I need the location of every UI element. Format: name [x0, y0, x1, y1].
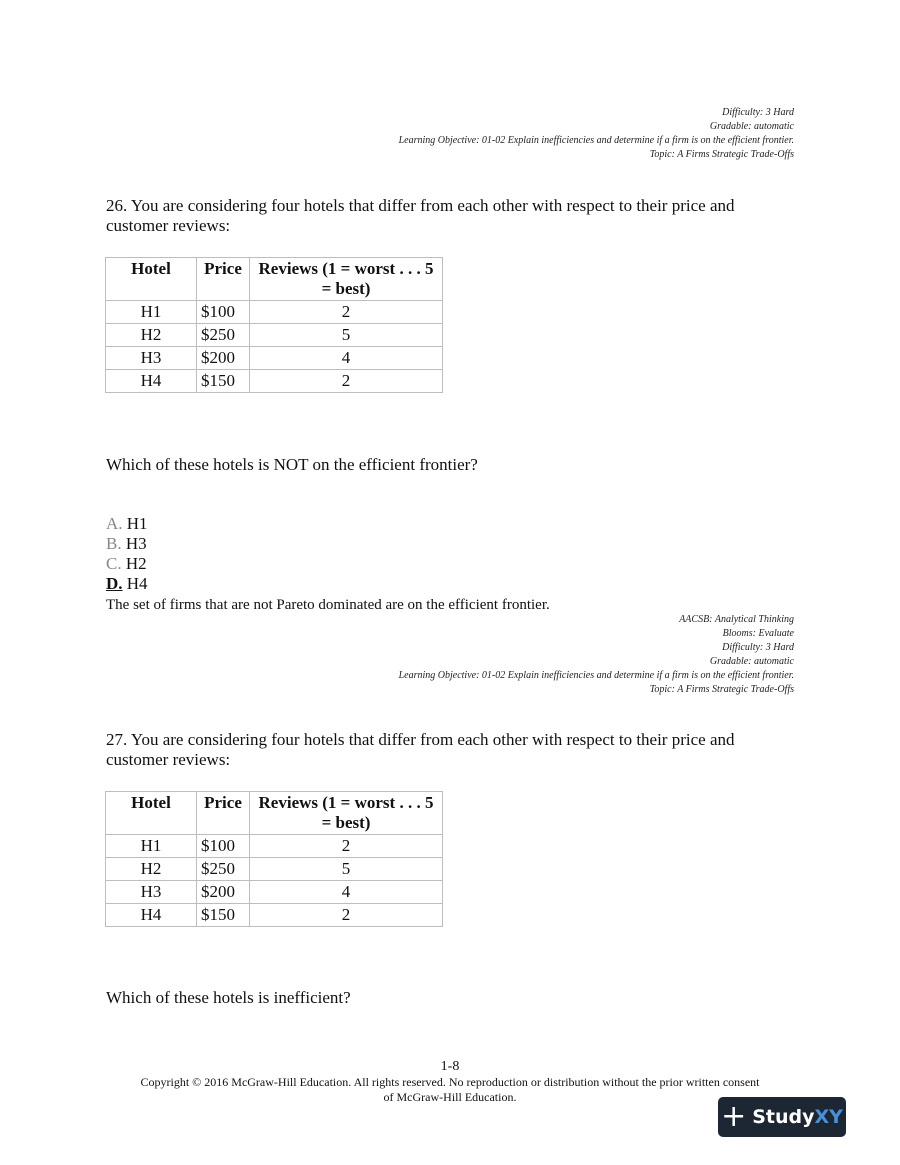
difficulty-label: Difficulty: 3 Hard: [722, 642, 794, 653]
hotel-cell: H4: [106, 904, 197, 927]
learning-objective-label: Learning Objective: 01-02 Explain inefficiencies and determine if a firm is on the efficient frontier.: [398, 670, 794, 681]
reviews-cell: 4: [250, 347, 443, 370]
table-row: [106, 881, 443, 904]
hotel-cell: H1: [106, 301, 197, 324]
aacsb-label: AACSB: Analytical Thinking: [679, 614, 794, 625]
logo-text-xy: XY: [814, 1106, 843, 1128]
column-header-reviews: Reviews (1 = worst . . . 5 = best): [250, 792, 443, 835]
price-cell: $100: [197, 301, 250, 324]
question-26-prompt: Which of these hotels is NOT on the efficient frontier?: [106, 455, 478, 474]
option-d-correct: [106, 574, 148, 594]
topic-label: Topic: A Firms Strategic Trade-Offs: [649, 684, 794, 695]
option-text: H2: [125, 554, 147, 573]
question-26-options: [106, 514, 148, 594]
table-header-row: [106, 258, 443, 301]
gradable-label: Gradable: automatic: [709, 121, 794, 132]
table-row: [106, 858, 443, 881]
hotel-cell: H4: [106, 370, 197, 393]
column-header-price: Price: [197, 792, 250, 835]
price-cell: $250: [197, 324, 250, 347]
column-header-hotel: Hotel: [106, 792, 197, 835]
option-a: [106, 514, 148, 534]
price-cell: $100: [197, 835, 250, 858]
reviews-cell: 5: [250, 858, 443, 881]
blooms-label: Blooms: Evaluate: [722, 628, 794, 639]
table-row: [106, 347, 443, 370]
difficulty-label: Difficulty: 3 Hard: [722, 107, 794, 118]
column-header-price: Price: [197, 258, 250, 301]
price-cell: $200: [197, 881, 250, 904]
reviews-cell: 2: [250, 370, 443, 393]
table-row: [106, 904, 443, 927]
studyxy-logo[interactable]: [718, 1097, 846, 1137]
option-text: H1: [126, 514, 148, 533]
option-c: [106, 554, 148, 574]
hotel-cell: H3: [106, 881, 197, 904]
hotel-cell: H2: [106, 324, 197, 347]
reviews-cell: 2: [250, 904, 443, 927]
reviews-cell: 2: [250, 301, 443, 324]
table-row: [106, 370, 443, 393]
hotel-cell: H3: [106, 347, 197, 370]
option-letter: C.: [106, 554, 122, 573]
question-27-table: [105, 791, 443, 927]
option-b: [106, 534, 148, 554]
logo-text-study: Study: [752, 1106, 815, 1128]
hotel-cell: H2: [106, 858, 197, 881]
price-cell: $250: [197, 858, 250, 881]
option-text: H4: [126, 574, 148, 593]
question-26-text: 26. You are considering four hotels that differ from each other with respect to their price and customer reviews:: [106, 196, 735, 235]
reviews-cell: 4: [250, 881, 443, 904]
learning-objective-label: Learning Objective: 01-02 Explain inefficiencies and determine if a firm is on the efficient frontier.: [398, 135, 794, 146]
price-cell: $200: [197, 347, 250, 370]
gradable-label: Gradable: automatic: [709, 656, 794, 667]
table-row: [106, 301, 443, 324]
price-cell: $150: [197, 370, 250, 393]
topic-label: Topic: A Firms Strategic Trade-Offs: [649, 149, 794, 160]
option-letter: B.: [106, 534, 122, 553]
hotel-cell: H1: [106, 835, 197, 858]
copyright-line-2: of McGraw-Hill Education.: [383, 1090, 517, 1104]
correct-option-letter: D.: [106, 574, 123, 593]
question-26-table: [105, 257, 443, 393]
column-header-reviews: Reviews (1 = worst . . . 5 = best): [250, 258, 443, 301]
copyright-line-1: Copyright © 2016 McGraw-Hill Education. All rights reserved. No reproduction or distribution without the prior written consent: [140, 1075, 760, 1089]
table-row: [106, 324, 443, 347]
question-27-prompt: Which of these hotels is inefficient?: [106, 988, 351, 1007]
plus-icon: +: [721, 1099, 747, 1134]
question-26-metadata: [399, 613, 794, 697]
question-26-explanation: The set of firms that are not Pareto dominated are on the efficient frontier.: [106, 597, 550, 613]
page-number: 1-8: [440, 1059, 460, 1074]
price-cell: $150: [197, 904, 250, 927]
table-row: [106, 835, 443, 858]
column-header-hotel: Hotel: [106, 258, 197, 301]
reviews-cell: 2: [250, 835, 443, 858]
question-metadata-top: [399, 106, 794, 162]
table-header-row: [106, 792, 443, 835]
option-letter: A.: [106, 514, 123, 533]
question-27-text: 27. You are considering four hotels that differ from each other with respect to their price and customer reviews:: [106, 730, 735, 769]
reviews-cell: 5: [250, 324, 443, 347]
option-text: H3: [125, 534, 147, 553]
